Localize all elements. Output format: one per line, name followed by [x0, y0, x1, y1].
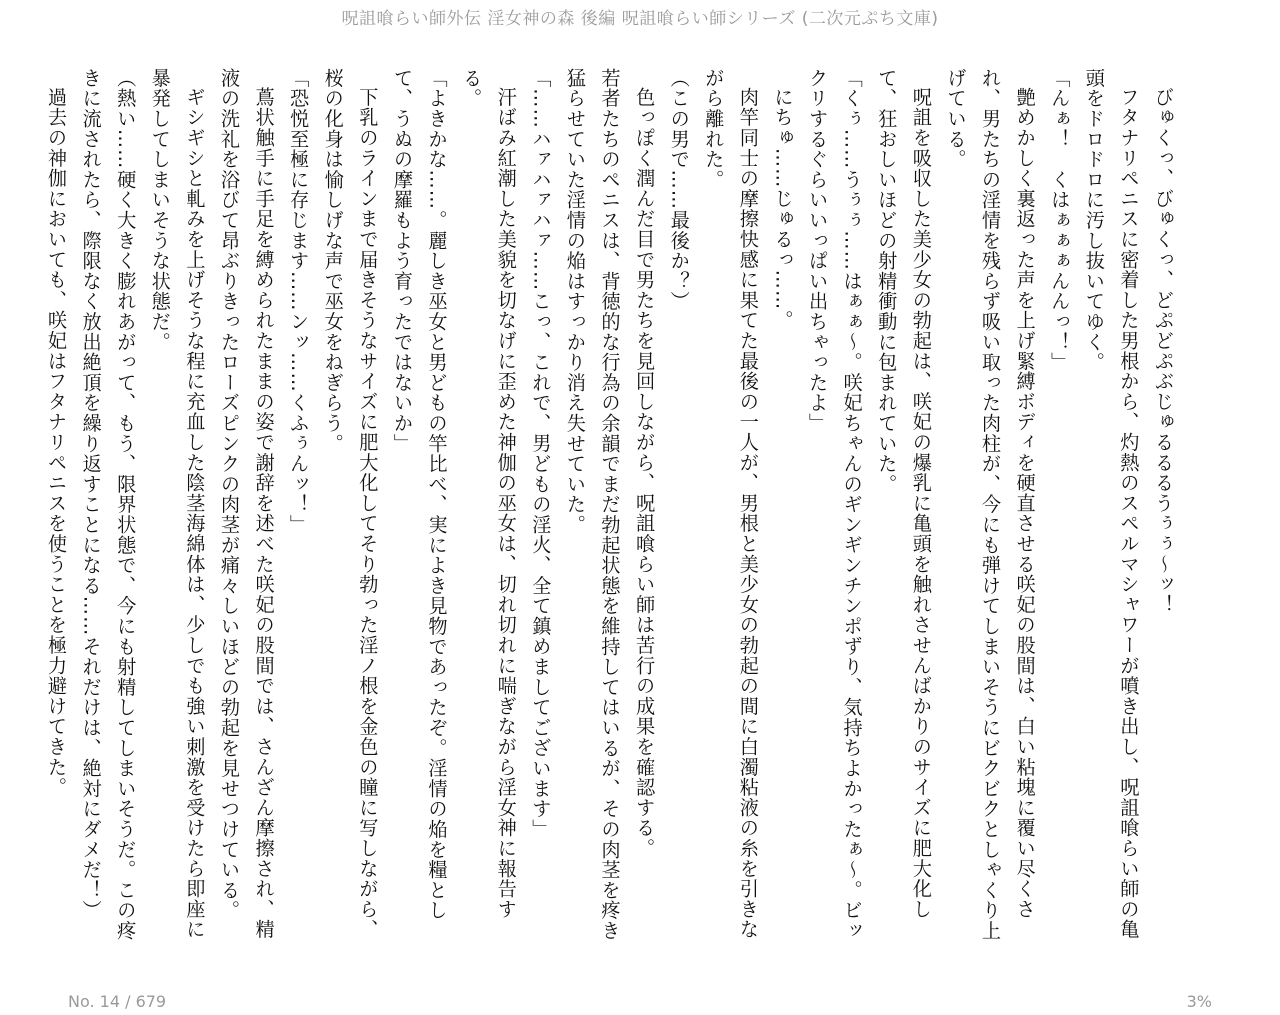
paragraph: 若者たちのペニスは、背徳的な行為の余韻でまだ勃起状態を維持してはいるが、その肉茎を疼き猛らせていた淫情の焔はすっかり消え失せていた。 — [563, 68, 622, 941]
paragraph: にちゅ……じゅるっ……。 — [771, 87, 795, 331]
paragraph: （この男で……最後か？） — [667, 68, 691, 312]
reading-progress: 3% — [1186, 992, 1212, 1011]
paragraph: 「恐悦至極に存じます……ンッ……くふぅんッ！」 — [287, 68, 311, 535]
paragraph: 呪詛を吸収した美少女の勃起は、咲妃の爆乳に亀頭を触れさせんばかりのサイズに肥大化して、狂おしいほどの射精衝動に包まれていた。 — [875, 68, 933, 920]
paragraph: フタナリペニスに密着した男根から、灼熱のスペルマシャワーが噴き出し、呪詛喰らい師の亀頭をドロドロに汚し抜いてゆく。 — [1082, 68, 1141, 940]
paragraph: 「よきかな……。麗しき巫女と男どもの竿比べ、実によき見物であったぞ。淫情の焔を糧として、うぬの摩羅もよう育ったではないか」 — [390, 68, 449, 921]
page-location: No. 14 / 679 — [68, 992, 167, 1011]
paragraph: 過去の神伽においても、咲妃はフタナリペニスを使うことを極力避けてきた。 — [45, 87, 68, 798]
book-title: 呪詛喰らい師外伝 淫女神の森 後編 呪詛喰らい師シリーズ (二次元ぷち文庫) — [341, 9, 939, 29]
paragraph: びゅくっ、びゅくっ、どぷどぷぶじゅるるるうぅぅ～ッ！ — [1152, 87, 1175, 615]
paragraph: 艶めかしく裏返った声を上げ緊縛ボディを硬直させる咲妃の股間は、白い粘塊に覆い尽くされ、男たちの淫情を残らず吸い取った肉柱が、今にも弾けてしまいそうにビクビクとしゃくり上げている。 — [944, 68, 1037, 941]
paragraph: 下乳のラインまで届きそうなサイズに肥大化してそり勃った淫ノ根を金色の瞳に写しながら、桜の化身は愉しげな声で巫女をねぎらう。 — [321, 68, 380, 940]
paragraph: 「……ハァハァハァ……こっ、これで、男どもの淫火、全て鎮めましてございます」 — [529, 68, 553, 840]
paragraph: 肉竿同士の摩擦快感に果てた最後の一人が、男根と美少女の勃起の間に白濁粘液の糸を引きながら離れた。 — [702, 68, 760, 940]
paragraph: 「くぅ……うぅぅ……はぁぁ～。咲妃ちゃんのギンギンチンポずり、気持ちよかったぁ～。ビックリするぐらいいっぱい出ちゃったよ」 — [806, 68, 864, 941]
page-body[interactable] — [45, 68, 1180, 948]
paragraph: 色っぽく潤んだ目で男たちを見回しながら、呪詛喰らい師は苦行の成果を確認する。 — [633, 87, 657, 859]
paragraph: （熱い……硬く大きく膨れあがって、もう、限界状態で、今にも射精してしまいそうだ。この疼きに流されたら、際限なく放出絶頂を繰り返すことになる……それだけは、絶対にダメだ！） — [79, 68, 138, 941]
paragraph: ギシギシと軋みを上げそうな程に充血した陰茎海綿体は、少しでも強い刺激を受けたら即座に暴発してしまいそうな状態だ。 — [148, 68, 207, 940]
paragraph: 「んぁ！ くはぁぁぁんんっ！」 — [1048, 68, 1072, 373]
paragraph: 蔦状触手に手足を縛められたままの姿で謝辞を述べた咲妃の股間では、さんざん摩擦され、精液の洗礼を浴びて昂ぶりきったローズピンクの肉茎が痛々しいほどの勃起を見せつけている。 — [217, 68, 276, 940]
paragraph: 汗ばみ紅潮した美貌を切なげに歪めた神伽の巫女は、切れ切れに喘ぎながら淫女神に報告する。 — [460, 68, 518, 920]
